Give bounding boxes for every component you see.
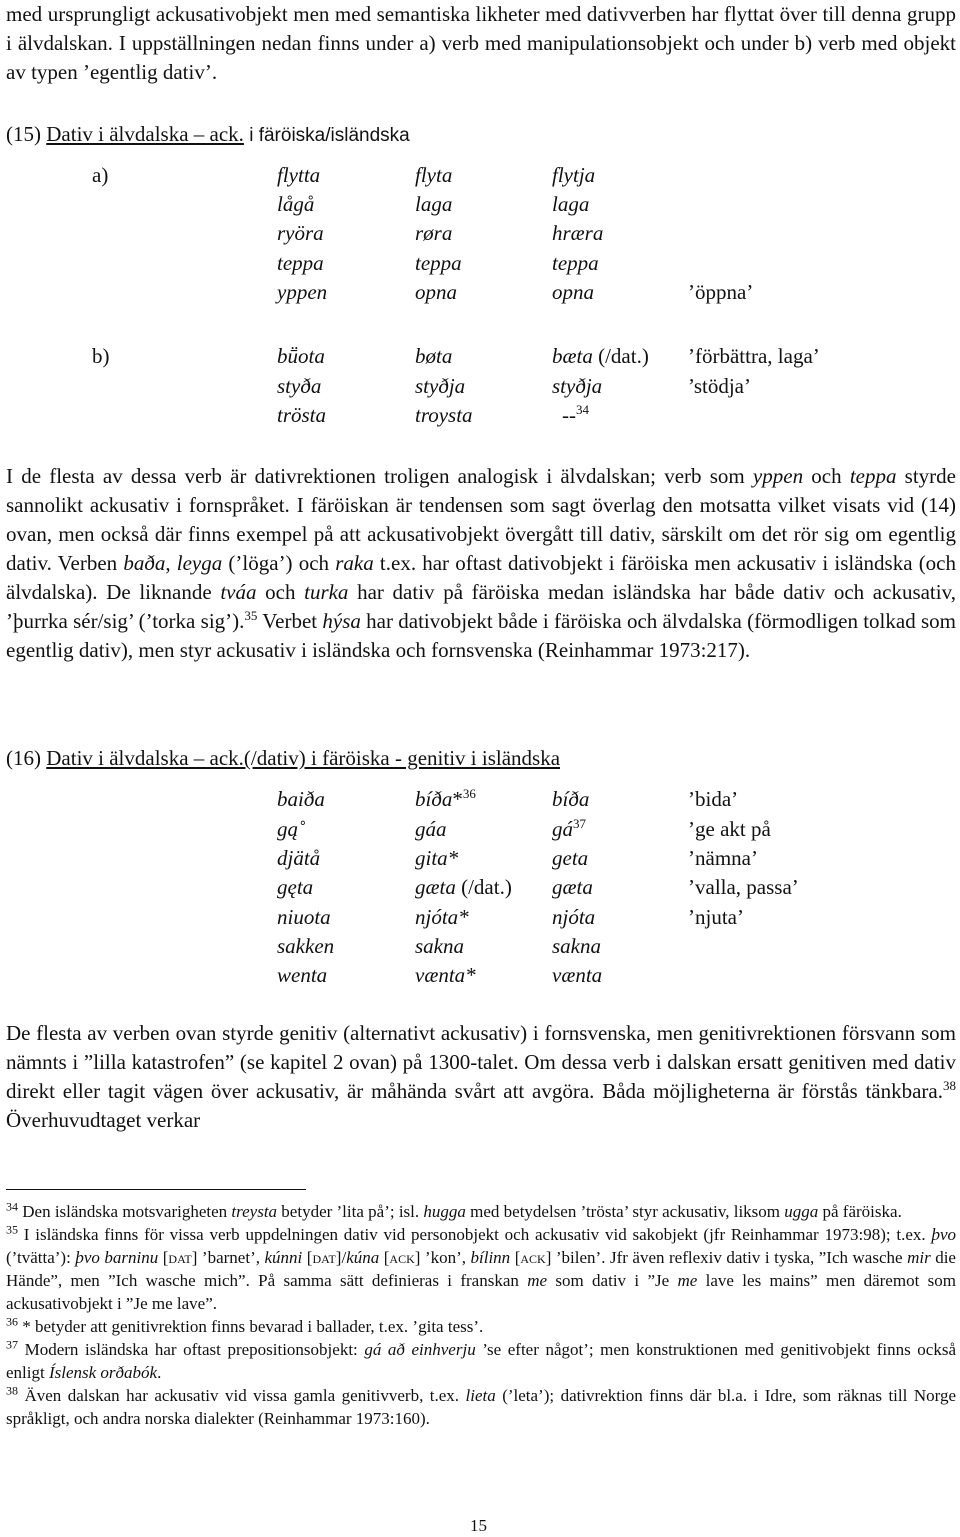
footnote-35: $^{35}$ I isländska finns för vissa verb uppdelningen dativ vid personobjekt och ackusativ vid sakobjekt (jfr Reinhammar 1973:98); t.ex. þvo (’tvätta’): þvo barninu [dat] ’barnet’, kúnni [dat]/kúna [ack] ’kon’, bílinn [ack] ’bilen’. Jfr även reflexiv dativ i tyska, ”Ich wasche mir die Hände”, men ”Ich wasche mich”. På samma sätt definieras i franskan me som dativ i ”Je me lave les mains” men däremot som ackusativobjekt i ”Je me lave”. — [6, 1222, 956, 1313]
footnotes — [6, 1200, 956, 1430]
group-label-a: a) — [92, 163, 109, 187]
table-row: sakken sakna sakna — [277, 934, 601, 958]
footnote-37: $^{37}$ Modern isländska har oftast prepositionsobjekt: gá að einhverju ’se efter något’; men konstruktionen med genitivobjekt finns också enligt Íslensk orðabók. — [6, 1337, 956, 1382]
example-15-heading: (15) Dativ i älvdalska – ack. i färöiska/isländska — [6, 122, 410, 146]
table-row: styða styðja styðja ’stödja’ — [277, 374, 751, 398]
footnote-ref-38[interactable]: 38 — [943, 1078, 956, 1093]
table-row: trösta troysta --$^{34}$ — [277, 402, 589, 427]
page-number: 15 — [470, 1516, 487, 1535]
table-row: b) bṻota bøta bæta (/dat.) ’förbättra, laga’ — [6, 342, 956, 371]
group-label-b: b) — [92, 344, 110, 368]
footnote-separator — [6, 1189, 306, 1190]
footnote-34: $^{34}$ Den isländska motsvarigheten treysta betyder ’lita på’; isl. hugga med betydelsen ’trösta’ styr ackusativ, liksom ugga på färöiska. — [6, 1199, 902, 1221]
example-16-heading: (16) Dativ i älvdalska – ack.(/dativ) i färöiska - genitiv i isländska — [6, 746, 561, 770]
table-row: djätå gita* geta ’nämna’ — [277, 846, 758, 870]
intro-paragraph — [6, 0, 956, 87]
table-row: wenta vænta* vænta — [277, 963, 603, 987]
footnote-ref-35[interactable]: 35 — [244, 608, 258, 623]
footnote-ref-36[interactable]: 36 — [462, 786, 476, 801]
table-row: niuota njóta* njóta ’njuta’ — [277, 905, 744, 929]
table-row: a) flytta flyta flytja — [6, 161, 956, 190]
footnote-38: $^{38}$ Även dalskan har ackusativ vid vissa gamla genitivverb, t.ex. lieta (’leta’); dativrektion finns där bl.a. i Idre, som räknas till Norge språkligt, och andra norska dialekter (Reinhammar 1973:160). — [6, 1383, 956, 1428]
table-row: baiða bíða*$^{36}$ bíða ’bida’ — [277, 786, 739, 811]
footnote-ref-37[interactable]: 37 — [573, 816, 586, 831]
paragraph-2: De flesta av verben ovan styrde genitiv (alternativt ackusativ) i fornsvenska, men genitivrektionen försvann som nämnts i ”lilla katastrofen” (se kapitel 2 ovan) på 1300-talet. Om dessa verb i dalskan ersatt genitiven med dativ direkt eller tagit vägen över ackusativ, är måhända svårt att avgöra. Båda möjligheterna är förstås tänkbara.$^{38}$ Överhuvudtaget verkar — [6, 1021, 956, 1132]
paragraph-1: I de flesta av dessa verb är dativrektionen troligen analogisk i älvdalskan; verb som yppen och teppa styrde sannolikt ackusativ i fornspråket. I färöiskan är tendensen som sagt överlag den motsatta vilket visats vid (14) ovan, men också där finns exempel på att ackusativobjekt övergått till dativ, särskilt om det rör sig om egentlig dativ. Verben baða, leyga (’löga’) och raka t.ex. har oftast dativobjekt i färöiska men ackusativ i isländska (och älvdalska). De liknande tváa och turka har dativ på färöiska medan isländska har både dativ och ackusativ, ’þurrka sér/sig’ (’torka sig’).$^{35}$ Verbet hýsa har dativobjekt både i färöiska och älvdalska (förmodligen tolkad som egentlig dativ), men styr ackusativ i isländska och fornsvenska (Reinhammar 1973:217). — [6, 464, 957, 662]
table-row: yppen opna opna ’öppna’ — [277, 280, 754, 304]
footnote-ref-34[interactable]: 34 — [576, 402, 589, 417]
table-row: ryöra røra hræra — [277, 221, 604, 245]
table-row: gęta gæta (/dat.) gæta ’valla, passa’ — [277, 875, 799, 899]
footnote-36: $^{36}$ * betyder att genitivrektion finns bevarad i ballader, t.ex. ’gita tess’. — [6, 1314, 484, 1336]
intro-text: med ursprungligt ackusativobjekt men med semantiska likheter med dativverben har flyttat över till denna grupp i älvdalskan. I uppställningen nedan finns under a) verb med manipulationsobjekt och under b) verb med objekt av typen ’egentlig dativ’. — [6, 2, 956, 84]
table-row: gą̊ gáa $gá^{37}$ ’ge akt på — [277, 816, 771, 841]
table-row: teppa teppa teppa — [277, 251, 599, 275]
table-row: lågå laga laga — [277, 192, 590, 216]
